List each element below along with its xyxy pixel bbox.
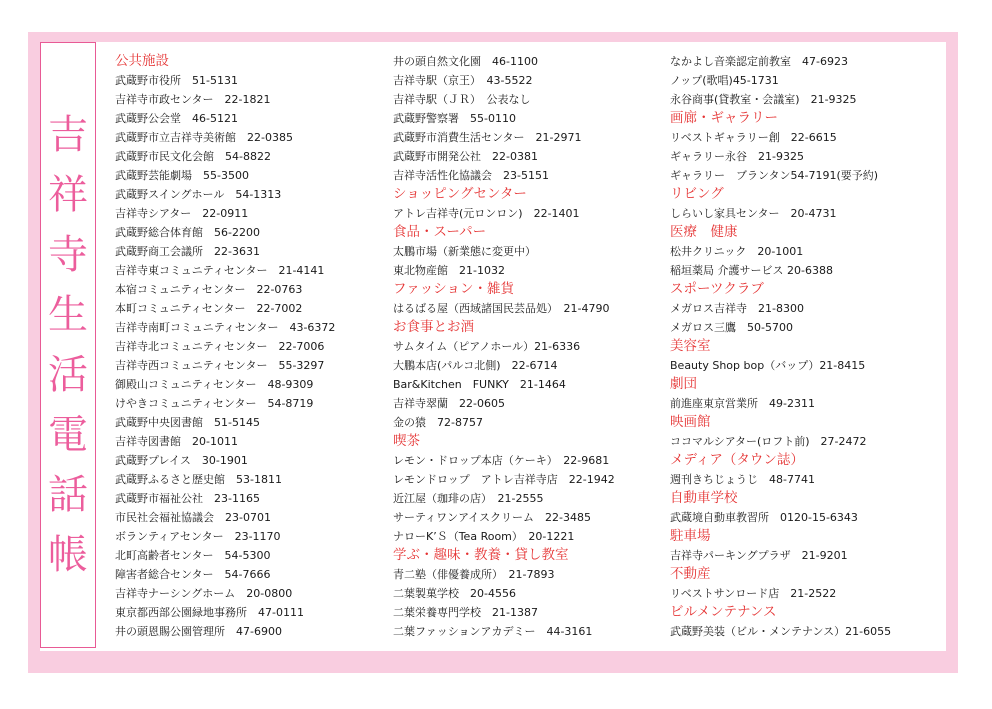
directory-entry: サムタイム（ピアノホール）21-6336 bbox=[393, 340, 581, 353]
directory-entry: 本町コミュニティセンター 22-7002 bbox=[115, 302, 303, 315]
directory-entry: 武蔵野中央図書館 51-5145 bbox=[115, 416, 260, 429]
directory-column-1 bbox=[115, 52, 380, 641]
directory-entry: 武蔵野プレイス 30-1901 bbox=[115, 454, 248, 467]
directory-entry: 二葉製菓学校 20-4556 bbox=[393, 587, 516, 600]
directory-entry: リベストサンロード店 21-2522 bbox=[670, 587, 837, 600]
directory-entry: 青二塾（俳優養成所） 21-7893 bbox=[393, 568, 555, 581]
directory-entry: 武蔵野市消費生活センター 21-2971 bbox=[393, 131, 582, 144]
category-heading: ショッピングセンター bbox=[393, 186, 527, 202]
directory-entry: 吉祥寺北コミュニティセンター 22-7006 bbox=[115, 340, 325, 353]
directory-entry: 吉祥寺シアター 22-0911 bbox=[115, 207, 249, 220]
directory-entry: 井の頭自然文化園 46-1100 bbox=[393, 55, 538, 68]
directory-entry: ナローK’Ｓ（Tea Room） 20-1221 bbox=[393, 530, 575, 543]
directory-entry: 北町高齢者センター 54-5300 bbox=[115, 549, 271, 562]
directory-entry: 武蔵野商工会議所 22-3631 bbox=[115, 245, 260, 258]
directory-entry: 東京都西部公園緑地事務所 47-0111 bbox=[115, 606, 304, 619]
title-char: 電 bbox=[48, 412, 88, 458]
directory-entry: けやきコミュニティセンター 54-8719 bbox=[115, 397, 314, 410]
directory-entry: 武蔵野公会堂 46-5121 bbox=[115, 112, 238, 125]
directory-column-2 bbox=[393, 52, 663, 641]
title-char: 活 bbox=[48, 352, 88, 398]
directory-entry: 吉祥寺ナーシングホーム 20-0800 bbox=[115, 587, 293, 600]
directory-entry: アトレ吉祥寺(元ロンロン) 22-1401 bbox=[393, 207, 580, 220]
category-heading: リビング bbox=[670, 186, 724, 202]
directory-entry: 武蔵野市立吉祥寺美術館 22-0385 bbox=[115, 131, 293, 144]
directory-entry: 東北物産館 21-1032 bbox=[393, 264, 505, 277]
directory-entry: なかよし音楽認定前教室 47-6923 bbox=[670, 55, 848, 68]
title-char: 祥 bbox=[48, 172, 88, 218]
directory-entry: 金の猿 72-8757 bbox=[393, 416, 483, 429]
category-heading: ファッション・雑貨 bbox=[393, 281, 514, 297]
title-char: 吉 bbox=[48, 112, 88, 158]
directory-panel bbox=[40, 42, 946, 651]
directory-entry: 武蔵野市民文化会館 54-8822 bbox=[115, 150, 271, 163]
directory-entry: Bar&Kitchen FUNKY 21-1464 bbox=[393, 378, 566, 391]
directory-entry: 吉祥寺東コミュニティセンター 21-4141 bbox=[115, 264, 325, 277]
directory-entry: 御殿山コミュニティセンター 48-9309 bbox=[115, 378, 314, 391]
vertical-title bbox=[40, 42, 96, 648]
directory-entry: 武蔵野総合体育館 56-2200 bbox=[115, 226, 260, 239]
directory-entry: レモンドロップ アトレ吉祥寺店 22-1942 bbox=[393, 473, 615, 486]
title-char: 生 bbox=[48, 292, 88, 338]
directory-entry: 吉祥寺南町コミュニティセンター 43-6372 bbox=[115, 321, 336, 334]
directory-entry: ボランティアセンター 23-1170 bbox=[115, 530, 281, 543]
directory-entry: 吉祥寺市政センター 22-1821 bbox=[115, 93, 271, 106]
directory-entry: メガロス吉祥寺 21-8300 bbox=[670, 302, 804, 315]
directory-entry: 武蔵野美装（ビル・メンテナンス）21-6055 bbox=[670, 625, 892, 638]
directory-entry: 前進座東京営業所 49-2311 bbox=[670, 397, 815, 410]
directory-entry: 吉祥寺翠蘭 22-0605 bbox=[393, 397, 505, 410]
directory-entry: 大鵬本店(パルコ北側) 22-6714 bbox=[393, 359, 558, 372]
directory-entry: リベストギャラリー創 22-6615 bbox=[670, 131, 837, 144]
directory-entry: 太鵬市場（新業態に変更中） bbox=[393, 245, 536, 258]
directory-entry: 武蔵野ふるさと歴史館 53-1811 bbox=[115, 473, 282, 486]
directory-entry: 武蔵野芸能劇場 55-3500 bbox=[115, 169, 249, 182]
directory-entry: ノップ(歌唱)45-1731 bbox=[670, 74, 779, 87]
directory-entry: 吉祥寺西コミュニティセンター 55-3297 bbox=[115, 359, 325, 372]
category-heading: 食品・スーパー bbox=[393, 224, 487, 240]
directory-entry: 武蔵野警察署 55-0110 bbox=[393, 112, 516, 125]
category-heading: 学ぶ・趣味・教養・貸し教室 bbox=[393, 547, 569, 563]
category-heading: 美容室 bbox=[670, 338, 711, 354]
directory-entry: ココマルシアター(ロフト前) 27-2472 bbox=[670, 435, 867, 448]
directory-entry: 武蔵野市福祉公社 23-1165 bbox=[115, 492, 260, 505]
directory-entry: 吉祥寺図書館 20-1011 bbox=[115, 435, 238, 448]
directory-entry: 武蔵野市開発公社 22-0381 bbox=[393, 150, 538, 163]
directory-entry: 武蔵野スイングホール 54-1313 bbox=[115, 188, 282, 201]
directory-entry: 吉祥寺駅（京王） 43-5522 bbox=[393, 74, 533, 87]
directory-entry: 二葉栄養専門学校 21-1387 bbox=[393, 606, 538, 619]
directory-entry: ギャラリー ブランタン54-7191(要予約) bbox=[670, 169, 879, 182]
category-heading: スポーツクラブ bbox=[670, 281, 764, 297]
directory-entry: サーティワンアイスクリーム 22-3485 bbox=[393, 511, 591, 524]
title-char: 寺 bbox=[48, 232, 88, 278]
category-heading: 駐車場 bbox=[670, 528, 711, 544]
category-heading: 自動車学校 bbox=[670, 490, 738, 506]
directory-entry: 吉祥寺パーキングプラザ 21-9201 bbox=[670, 549, 848, 562]
directory-entry: 近江屋（珈琲の店） 21-2555 bbox=[393, 492, 544, 505]
directory-entry: 本宿コミュニティセンター 22-0763 bbox=[115, 283, 303, 296]
directory-entry: 二葉ファッションアカデミー 44-3161 bbox=[393, 625, 593, 638]
directory-entry: ギャラリー永谷 21-9325 bbox=[670, 150, 804, 163]
directory-entry: はるばる屋（西域諸国民芸品処） 21-4790 bbox=[393, 302, 610, 315]
directory-entry: レモン・ドロップ本店（ケーキ） 22-9681 bbox=[393, 454, 610, 467]
title-char: 帳 bbox=[48, 532, 88, 578]
directory-entry: 井の頭恩賜公園管理所 47-6900 bbox=[115, 625, 282, 638]
category-heading: 喫茶 bbox=[393, 433, 420, 449]
title-char: 話 bbox=[48, 472, 88, 518]
directory-column-3 bbox=[670, 52, 946, 641]
category-heading: 画廊・ギャラリー bbox=[670, 110, 778, 126]
page-border bbox=[28, 32, 958, 673]
directory-entry: 市民社会福祉協議会 23-0701 bbox=[115, 511, 271, 524]
directory-entry: 武蔵境自動車教習所 0120-15-6343 bbox=[670, 511, 858, 524]
category-heading: 映画館 bbox=[670, 414, 711, 430]
directory-entry: メガロス三鷹 50-5700 bbox=[670, 321, 793, 334]
directory-entry: 週刊きちじょうじ 48-7741 bbox=[670, 473, 815, 486]
category-heading: 公共施設 bbox=[115, 53, 169, 69]
category-heading: 不動産 bbox=[670, 566, 711, 582]
directory-entry: 松井クリニック 20-1001 bbox=[670, 245, 804, 258]
directory-entry: 永谷商事(貸教室・会議室) 21-9325 bbox=[670, 93, 857, 106]
directory-entry: 吉祥寺活性化協議会 23-5151 bbox=[393, 169, 549, 182]
category-heading: メディア（タウン誌） bbox=[670, 452, 804, 468]
directory-entry: Beauty Shop bop（バップ）21-8415 bbox=[670, 359, 866, 372]
category-heading: ビルメンテナンス bbox=[670, 604, 777, 620]
category-heading: お食事とお酒 bbox=[393, 319, 474, 335]
directory-entry: しらいし家具センター 20-4731 bbox=[670, 207, 837, 220]
category-heading: 医療 健康 bbox=[670, 224, 738, 240]
directory-entry: 障害者総合センター 54-7666 bbox=[115, 568, 271, 581]
directory-entry: 吉祥寺駅（ＪＲ） 公表なし bbox=[393, 93, 531, 106]
directory-entry: 稲垣薬局 介護サービス 20-6388 bbox=[670, 264, 833, 277]
category-heading: 劇団 bbox=[670, 376, 697, 392]
directory-entry: 武蔵野市役所 51-5131 bbox=[115, 74, 238, 87]
